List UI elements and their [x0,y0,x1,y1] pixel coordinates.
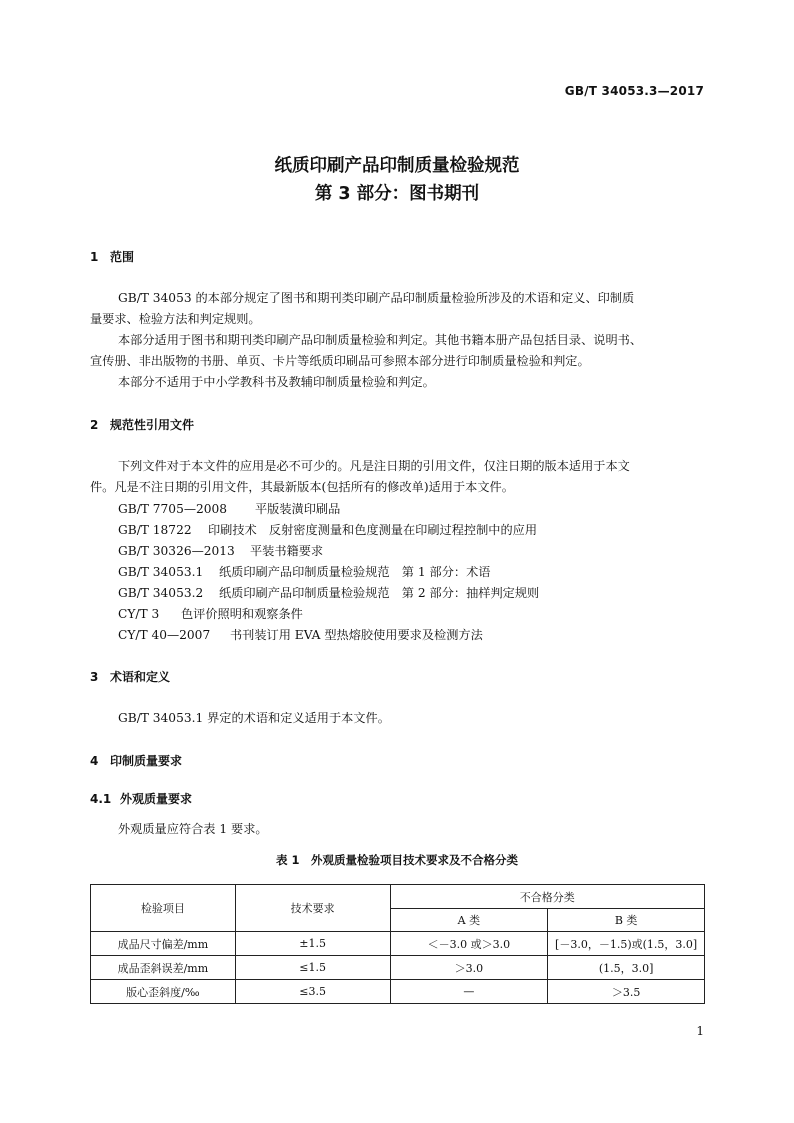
cell-requirement: ±1.5 [235,932,390,956]
reference-title: 色评价照明和观察条件 [181,607,303,621]
table-header-row [91,885,705,909]
reference-code: GB/T 34053.2 [118,586,204,600]
section-title: 范围 [110,250,135,264]
reference-title: 纸质印刷产品印制质量检验规范 第 1 部分：术语 [219,565,491,579]
cell-class-b: ＞3.5 [548,980,705,1004]
cell-requirement: ≤3.5 [235,980,390,1004]
cell-class-a: ＜－3.0 或＞3.0 [390,932,548,956]
paragraph: 量要求、检验方法和判定规则。 [90,312,261,326]
reference-item [118,521,537,538]
cell-item: 成品尺寸偏差/mm [91,932,236,956]
header-class-a: A 类 [390,909,548,932]
cell-item: 成品歪斜误差/mm [91,956,236,980]
standard-number-header: GB/T 34053.3—2017 [564,84,704,98]
reference-code: GB/T 18722 [118,523,192,537]
reference-code: GB/T 34053.1 [118,565,204,579]
paragraph: 下列文件对于本文件的应用是必不可少的。凡是注日期的引用文件，仅注日期的版本适用于本文 [118,459,630,473]
section-heading-2 [90,416,194,433]
reference-title: 平装书籍要求 [250,544,324,558]
paragraph: 本部分不适用于中小学教科书及教辅印制质量检验和判定。 [118,375,435,389]
paragraph: 外观质量应符合表 1 要求。 [118,822,268,836]
reference-item [118,563,490,580]
reference-item [118,584,539,601]
section-heading-1 [90,248,134,265]
section-title: 规范性引用文件 [110,418,195,432]
cell-item: 版心歪斜度/‰ [91,980,236,1004]
cell-class-a: ＞3.0 [390,956,548,980]
header-requirement: 技术要求 [235,885,390,932]
section-number: 1 [90,250,99,264]
paragraph: 件。凡是不注日期的引用文件，其最新版本(包括所有的修改单)适用于本文件。 [90,480,514,494]
subsection-number: 4.1 [90,792,112,806]
cell-class-b: [－3.0，－1.5)或(1.5，3.0] [548,932,705,956]
cell-requirement: ≤1.5 [235,956,390,980]
paragraph: GB/T 34053.1 界定的术语和定义适用于本文件。 [118,711,390,725]
cell-class-a: — [390,980,548,1004]
reference-title: 平版装潢印刷品 [255,502,341,516]
section-heading-4 [90,752,182,769]
reference-code: GB/T 30326—2013 [118,544,235,558]
reference-code: CY/T 3 [118,607,160,621]
header-nonconformity-class: 不合格分类 [390,885,704,909]
section-title: 术语和定义 [110,670,171,684]
paragraph: GB/T 34053 的本部分规定了图书和期刊类印刷产品印制质量检验所涉及的术语和定义、印制质 [118,291,635,305]
subsection-heading-4-1 [90,790,192,807]
reference-item [118,542,323,559]
reference-title: 印刷技术 反射密度测量和色度测量在印刷过程控制中的应用 [208,523,538,537]
section-heading-3 [90,668,170,685]
section-number: 2 [90,418,99,432]
table-row [91,956,705,980]
table-row [91,980,705,1004]
paragraph: 本部分适用于图书和期刊类印刷产品印制质量检验和判定。其他书籍本册产品包括目录、说明书、 [118,333,643,347]
reference-code: CY/T 40—2007 [118,628,211,642]
subsection-title: 外观质量要求 [120,792,193,806]
reference-code: GB/T 7705—2008 [118,502,228,516]
quality-table [90,884,705,1004]
reference-item [118,500,340,517]
document-title: 纸质印刷产品印制质量检验规范 [274,156,520,176]
table-caption: 表 1 外观质量检验项目技术要求及不合格分类 [275,853,518,867]
document-subtitle: 第 3 部分：图书期刊 [314,184,480,204]
header-class-b: B 类 [548,909,705,932]
cell-class-b: (1.5，3.0] [548,956,705,980]
section-number: 3 [90,670,99,684]
paragraph: 宣传册、非出版物的书册、单页、卡片等纸质印刷品可参照本部分进行印制质量检验和判定。 [90,354,590,368]
reference-item [118,626,483,643]
header-item: 检验项目 [91,885,236,932]
section-title: 印制质量要求 [110,754,183,768]
reference-title: 书刊装订用 EVA 型热熔胶使用要求及检测方法 [230,628,483,642]
reference-title: 纸质印刷产品印制质量检验规范 第 2 部分：抽样判定规则 [219,586,540,600]
section-number: 4 [90,754,99,768]
reference-item [118,605,303,622]
table-row [91,932,705,956]
page-number: 1 [696,1024,704,1038]
